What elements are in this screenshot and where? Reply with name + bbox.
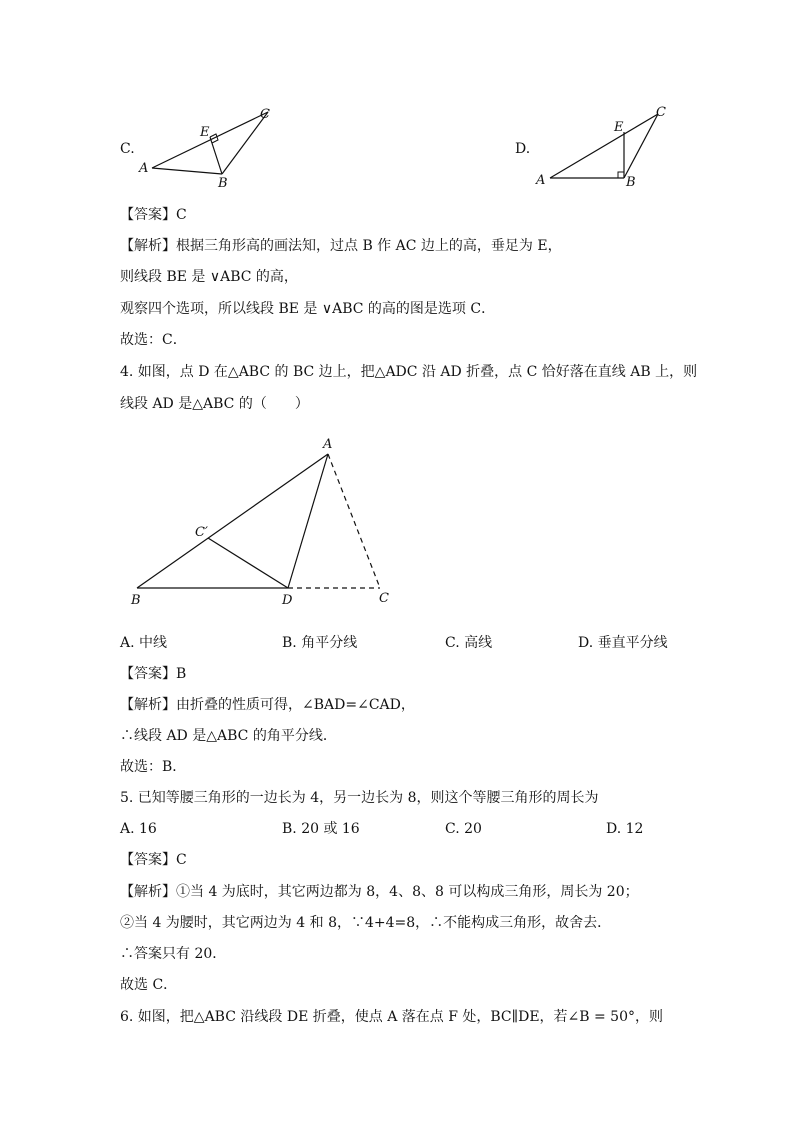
label-b: B bbox=[218, 176, 228, 191]
label-a: A bbox=[139, 161, 149, 176]
option-c-label: C. bbox=[120, 141, 135, 157]
line-ab bbox=[152, 168, 222, 174]
q4-option-b: B. 角平分线 bbox=[282, 635, 358, 651]
q5-answer: 【答案】C bbox=[120, 852, 187, 868]
q4-analysis-line-2: ∴线段 AD 是△ABC 的角平分线． bbox=[120, 728, 337, 744]
right-angle-mark bbox=[618, 172, 624, 178]
q5-stem: 5. 已知等腰三角形的一边长为 4，另一边长为 8，则这个等腰三角形的周长为 bbox=[120, 790, 599, 806]
q4-stem-line-2: 线段 AD 是△ABC 的（ ） bbox=[120, 396, 309, 412]
q4-option-a: A. 中线 bbox=[120, 635, 168, 651]
q5-analysis-line-2: ②当 4 为腰时，其它两边为 4 和 8，∵4+4=8，∴不能构成三角形，故舍去． bbox=[120, 915, 612, 931]
q4-answer: 【答案】B bbox=[120, 666, 187, 682]
label-b: B bbox=[131, 593, 141, 608]
label-c: C bbox=[260, 107, 270, 122]
figure-q4 bbox=[125, 432, 405, 612]
q5-analysis-line-1: 【解析】①当 4 为底时，其它两边都为 8，4、8、8 可以构成三角形，周长为 20； bbox=[120, 884, 639, 900]
line-ad bbox=[288, 454, 328, 588]
label-e: E bbox=[200, 125, 210, 140]
q3-analysis-line-2: 则线段 BE 是 ∨ABC 的高， bbox=[120, 269, 298, 285]
q4-analysis-line-3: 故选：B． bbox=[120, 759, 187, 775]
q3-answer: 【答案】C bbox=[120, 207, 187, 223]
figure-option-d bbox=[532, 100, 682, 192]
label-c: C bbox=[656, 105, 666, 120]
label-a: A bbox=[536, 173, 546, 188]
label-c: C bbox=[379, 591, 389, 606]
q4-analysis-line-1: 【解析】由折叠的性质可得，∠BAD=∠CAD， bbox=[120, 697, 415, 713]
q4-option-c: C. 高线 bbox=[445, 635, 493, 651]
q5-option-c: C. 20 bbox=[445, 821, 482, 837]
line-ac-dashed bbox=[328, 454, 380, 588]
label-e: E bbox=[614, 120, 624, 135]
line-c1d bbox=[208, 538, 288, 588]
line-ab bbox=[137, 454, 328, 588]
line-ac bbox=[550, 114, 658, 178]
label-b: B bbox=[626, 175, 636, 190]
label-d: D bbox=[282, 593, 293, 608]
q5-analysis-line-3: ∴答案只有 20． bbox=[120, 946, 227, 962]
q3-analysis-line-3: 观察四个选项，所以线段 BE 是 ∨ABC 的高的图是选项 C． bbox=[120, 301, 496, 317]
q3-analysis-line-1: 【解析】根据三角形高的画法知，过点 B 作 AC 边上的高，垂足为 E， bbox=[120, 238, 562, 254]
q5-option-b: B. 20 或 16 bbox=[282, 821, 360, 837]
q5-option-d: D. 12 bbox=[606, 821, 644, 837]
figure-option-c bbox=[138, 100, 288, 192]
q4-option-d: D. 垂直平分线 bbox=[578, 635, 668, 651]
q6-stem: 6. 如图，把△ABC 沿线段 DE 折叠，使点 A 落在点 F 处，BC∥DE，若∠B = 50°，则 bbox=[120, 1009, 663, 1025]
q5-analysis-line-4: 故选 C． bbox=[120, 977, 178, 993]
label-a: A bbox=[323, 437, 333, 452]
line-ac bbox=[152, 112, 268, 168]
q3-analysis-line-4: 故选：C． bbox=[120, 332, 187, 348]
label-c-prime: C′ bbox=[195, 525, 208, 540]
option-d-label: D. bbox=[515, 141, 531, 157]
q5-option-a: A. 16 bbox=[120, 821, 157, 837]
q4-stem-line-1: 4. 如图，点 D 在△ABC 的 BC 边上，把△ADC 沿 AD 折叠，点 C 恰好落在直线 AB 上，则 bbox=[120, 364, 698, 380]
